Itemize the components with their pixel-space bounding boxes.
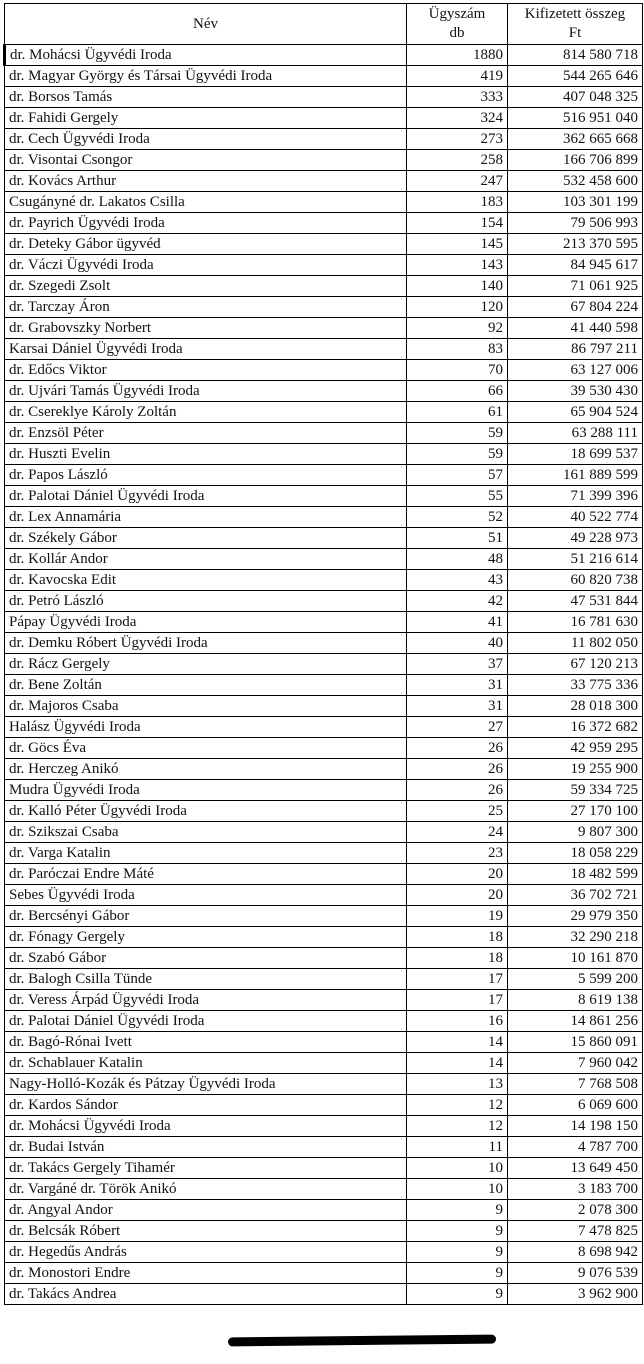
- row-case-count: 43: [407, 570, 508, 591]
- table-row: [5, 276, 643, 297]
- table-row: [5, 507, 643, 528]
- row-case-count: 14: [407, 1032, 508, 1053]
- row-amount: 33 775 336: [508, 675, 643, 696]
- row-amount: 39 530 430: [508, 381, 643, 402]
- row-amount: 41 440 598: [508, 318, 643, 339]
- table-row: [5, 1032, 643, 1053]
- row-name: dr. Demku Róbert Ügyvédi Iroda: [5, 633, 407, 654]
- row-case-count: 17: [407, 969, 508, 990]
- row-name: dr. Angyal Andor: [5, 1200, 407, 1221]
- row-name: dr. Deteky Gábor ügyvéd: [5, 234, 407, 255]
- row-name: dr. Takács Andrea: [5, 1284, 407, 1305]
- row-case-count: 145: [407, 234, 508, 255]
- row-case-count: 419: [407, 66, 508, 87]
- row-amount: 7 960 042: [508, 1053, 643, 1074]
- row-amount: 2 078 300: [508, 1200, 643, 1221]
- row-name: dr. Szegedi Zsolt: [5, 276, 407, 297]
- row-name: Halász Ügyvédi Iroda: [5, 717, 407, 738]
- table-row: [5, 150, 643, 171]
- row-case-count: 12: [407, 1095, 508, 1116]
- row-name: Pápay Ügyvédi Iroda: [5, 612, 407, 633]
- table-row: [5, 801, 643, 822]
- row-name: dr. Kavocska Edit: [5, 570, 407, 591]
- table-row: [5, 297, 643, 318]
- row-name: dr. Kardos Sándor: [5, 1095, 407, 1116]
- row-case-count: 25: [407, 801, 508, 822]
- row-name: dr. Bercsényi Gábor: [5, 906, 407, 927]
- row-amount: 63 288 111: [508, 423, 643, 444]
- row-name: dr. Veress Árpád Ügyvédi Iroda: [5, 990, 407, 1011]
- row-amount: 79 506 993: [508, 213, 643, 234]
- row-amount: 18 699 537: [508, 444, 643, 465]
- row-name: dr. Kovács Arthur: [5, 171, 407, 192]
- table-row: [5, 423, 643, 444]
- row-case-count: 1880: [407, 45, 508, 66]
- row-name: Sebes Ügyvédi Iroda: [5, 885, 407, 906]
- row-case-count: 13: [407, 1074, 508, 1095]
- row-case-count: 16: [407, 1011, 508, 1032]
- row-name: Nagy-Holló-Kozák és Pátzay Ügyvédi Iroda: [5, 1074, 407, 1095]
- row-name: dr. Lex Annamária: [5, 507, 407, 528]
- table-row: [5, 1263, 643, 1284]
- row-case-count: 57: [407, 465, 508, 486]
- header-amount-line1: Kifizetett összeg: [524, 6, 626, 22]
- row-case-count: 26: [407, 780, 508, 801]
- row-case-count: 140: [407, 276, 508, 297]
- table-row: [5, 1179, 643, 1200]
- table-row: [5, 1053, 643, 1074]
- table-row: [5, 1200, 643, 1221]
- table-row: [5, 45, 643, 66]
- row-amount: 40 522 774: [508, 507, 643, 528]
- row-name: dr. Borsos Tamás: [5, 87, 407, 108]
- row-amount: 67 804 224: [508, 297, 643, 318]
- row-name: dr. Takács Gergely Tihamér: [5, 1158, 407, 1179]
- row-case-count: 27: [407, 717, 508, 738]
- row-name: dr. Vargáné dr. Török Anikó: [5, 1179, 407, 1200]
- table-header: [5, 4, 643, 45]
- header-amount-line2: Ft: [568, 25, 582, 41]
- table-row: [5, 465, 643, 486]
- row-case-count: 24: [407, 822, 508, 843]
- row-amount: 18 058 229: [508, 843, 643, 864]
- row-name: dr. Göcs Éva: [5, 738, 407, 759]
- row-name: dr. Enzsöl Péter: [5, 423, 407, 444]
- row-name: dr. Székely Gábor: [5, 528, 407, 549]
- row-name: dr. Budai István: [5, 1137, 407, 1158]
- row-name: dr. Kollár Andor: [5, 549, 407, 570]
- row-amount: 7 768 508: [508, 1074, 643, 1095]
- row-case-count: 9: [407, 1284, 508, 1305]
- row-name: dr. Mohácsi Ügyvédi Iroda: [5, 45, 407, 66]
- row-amount: 407 048 325: [508, 87, 643, 108]
- row-amount: 29 979 350: [508, 906, 643, 927]
- row-case-count: 26: [407, 759, 508, 780]
- row-name: Karsai Dániel Ügyvédi Iroda: [5, 339, 407, 360]
- row-case-count: 154: [407, 213, 508, 234]
- table-row: [5, 213, 643, 234]
- row-amount: 9 076 539: [508, 1263, 643, 1284]
- table-row: [5, 717, 643, 738]
- table-row: [5, 843, 643, 864]
- table-row: [5, 969, 643, 990]
- table-row: [5, 1158, 643, 1179]
- row-amount: 84 945 617: [508, 255, 643, 276]
- row-amount: 16 372 682: [508, 717, 643, 738]
- row-case-count: 324: [407, 108, 508, 129]
- row-amount: 516 951 040: [508, 108, 643, 129]
- row-case-count: 247: [407, 171, 508, 192]
- row-amount: 28 018 300: [508, 696, 643, 717]
- row-case-count: 31: [407, 696, 508, 717]
- table-row: [5, 1074, 643, 1095]
- table-row: [5, 822, 643, 843]
- table-row: [5, 255, 643, 276]
- table-body: [5, 45, 643, 1305]
- row-name: dr. Fahidi Gergely: [5, 108, 407, 129]
- table-row: [5, 87, 643, 108]
- row-case-count: 273: [407, 129, 508, 150]
- table-row: [5, 654, 643, 675]
- row-name: dr. Palotai Dániel Ügyvédi Iroda: [5, 486, 407, 507]
- row-amount: 71 399 396: [508, 486, 643, 507]
- row-amount: 7 478 825: [508, 1221, 643, 1242]
- row-amount: 51 216 614: [508, 549, 643, 570]
- row-name: dr. Varga Katalin: [5, 843, 407, 864]
- row-case-count: 59: [407, 423, 508, 444]
- row-name: dr. Palotai Dániel Ügyvédi Iroda: [5, 1011, 407, 1032]
- row-amount: 86 797 211: [508, 339, 643, 360]
- table-row: [5, 549, 643, 570]
- row-amount: 4 787 700: [508, 1137, 643, 1158]
- row-case-count: 26: [407, 738, 508, 759]
- table-row: [5, 318, 643, 339]
- row-name: dr. Paróczai Endre Máté: [5, 864, 407, 885]
- row-amount: 9 807 300: [508, 822, 643, 843]
- row-name: dr. Payrich Ügyvédi Iroda: [5, 213, 407, 234]
- row-name: dr. Ujvári Tamás Ügyvédi Iroda: [5, 381, 407, 402]
- table-row: [5, 66, 643, 87]
- row-name: dr. Cech Ügyvédi Iroda: [5, 129, 407, 150]
- table-row: [5, 885, 643, 906]
- row-amount: 71 061 925: [508, 276, 643, 297]
- table-row: [5, 1137, 643, 1158]
- row-name: dr. Grabovszky Norbert: [5, 318, 407, 339]
- table-row: [5, 444, 643, 465]
- row-amount: 3 183 700: [508, 1179, 643, 1200]
- row-case-count: 48: [407, 549, 508, 570]
- row-case-count: 183: [407, 192, 508, 213]
- row-amount: 103 301 199: [508, 192, 643, 213]
- row-name: Mudra Ügyvédi Iroda: [5, 780, 407, 801]
- header-name: Név: [5, 4, 407, 45]
- row-amount: 16 781 630: [508, 612, 643, 633]
- row-name: dr. Mohácsi Ügyvédi Iroda: [5, 1116, 407, 1137]
- row-case-count: 11: [407, 1137, 508, 1158]
- row-case-count: 31: [407, 675, 508, 696]
- row-amount: 11 802 050: [508, 633, 643, 654]
- table-row: [5, 738, 643, 759]
- table-row: [5, 234, 643, 255]
- row-name: dr. Tarczay Áron: [5, 297, 407, 318]
- row-case-count: 20: [407, 885, 508, 906]
- row-amount: 59 334 725: [508, 780, 643, 801]
- header-case-count-line1: Ügyszám: [428, 6, 486, 22]
- row-amount: 36 702 721: [508, 885, 643, 906]
- table-row: [5, 696, 643, 717]
- row-case-count: 55: [407, 486, 508, 507]
- table-row: [5, 108, 643, 129]
- row-case-count: 42: [407, 591, 508, 612]
- row-case-count: 9: [407, 1221, 508, 1242]
- table-row: [5, 948, 643, 969]
- row-case-count: 41: [407, 612, 508, 633]
- row-name: dr. Monostori Endre: [5, 1263, 407, 1284]
- row-case-count: 52: [407, 507, 508, 528]
- row-case-count: 18: [407, 927, 508, 948]
- row-case-count: 333: [407, 87, 508, 108]
- row-amount: 67 120 213: [508, 654, 643, 675]
- row-amount: 10 161 870: [508, 948, 643, 969]
- row-case-count: 12: [407, 1116, 508, 1137]
- table-row: [5, 1242, 643, 1263]
- row-amount: 5 599 200: [508, 969, 643, 990]
- header-case-count-line2: db: [449, 25, 465, 41]
- payments-table: [3, 3, 643, 1305]
- row-name: dr. Fónagy Gergely: [5, 927, 407, 948]
- table-row: [5, 339, 643, 360]
- row-case-count: 59: [407, 444, 508, 465]
- row-name: dr. Bagó-Rónai Ivett: [5, 1032, 407, 1053]
- table-row: [5, 1284, 643, 1305]
- row-name: dr. Váczi Ügyvédi Iroda: [5, 255, 407, 276]
- row-case-count: 83: [407, 339, 508, 360]
- row-case-count: 19: [407, 906, 508, 927]
- row-amount: 8 698 942: [508, 1242, 643, 1263]
- table-row: [5, 570, 643, 591]
- row-amount: 14 198 150: [508, 1116, 643, 1137]
- row-name: dr. Belcsák Róbert: [5, 1221, 407, 1242]
- row-case-count: 70: [407, 360, 508, 381]
- row-case-count: 9: [407, 1200, 508, 1221]
- row-case-count: 143: [407, 255, 508, 276]
- row-case-count: 9: [407, 1242, 508, 1263]
- row-case-count: 14: [407, 1053, 508, 1074]
- table-row: [5, 381, 643, 402]
- row-name: dr. Herczeg Anikó: [5, 759, 407, 780]
- row-amount: 161 889 599: [508, 465, 643, 486]
- row-case-count: 17: [407, 990, 508, 1011]
- row-amount: 47 531 844: [508, 591, 643, 612]
- row-amount: 27 170 100: [508, 801, 643, 822]
- row-amount: 3 962 900: [508, 1284, 643, 1305]
- row-amount: 19 255 900: [508, 759, 643, 780]
- row-name: Csugányné dr. Lakatos Csilla: [5, 192, 407, 213]
- row-amount: 544 265 646: [508, 66, 643, 87]
- row-name: dr. Visontai Csongor: [5, 150, 407, 171]
- table-row: [5, 528, 643, 549]
- row-amount: 8 619 138: [508, 990, 643, 1011]
- row-amount: 18 482 599: [508, 864, 643, 885]
- table-row: [5, 864, 643, 885]
- table-row: [5, 1095, 643, 1116]
- table-row: [5, 591, 643, 612]
- row-amount: 213 370 595: [508, 234, 643, 255]
- row-amount: 60 820 738: [508, 570, 643, 591]
- table-row: [5, 633, 643, 654]
- row-case-count: 258: [407, 150, 508, 171]
- row-case-count: 18: [407, 948, 508, 969]
- table-row: [5, 927, 643, 948]
- row-case-count: 10: [407, 1158, 508, 1179]
- row-case-count: 120: [407, 297, 508, 318]
- row-name: dr. Majoros Csaba: [5, 696, 407, 717]
- row-case-count: 10: [407, 1179, 508, 1200]
- row-name: dr. Szabó Gábor: [5, 948, 407, 969]
- table-row: [5, 780, 643, 801]
- table-row: [5, 990, 643, 1011]
- row-case-count: 92: [407, 318, 508, 339]
- table-row: [5, 360, 643, 381]
- row-name: dr. Kalló Péter Ügyvédi Iroda: [5, 801, 407, 822]
- table-row: [5, 129, 643, 150]
- table-row: [5, 675, 643, 696]
- row-amount: 63 127 006: [508, 360, 643, 381]
- header-row: [5, 4, 643, 45]
- row-amount: 49 228 973: [508, 528, 643, 549]
- table-row: [5, 1116, 643, 1137]
- row-name: dr. Csereklye Károly Zoltán: [5, 402, 407, 423]
- row-amount: 32 290 218: [508, 927, 643, 948]
- row-name: dr. Petró László: [5, 591, 407, 612]
- row-amount: 814 580 718: [508, 45, 643, 66]
- table-row: [5, 1011, 643, 1032]
- table-row: [5, 906, 643, 927]
- row-name: dr. Magyar György és Társai Ügyvédi Iroda: [5, 66, 407, 87]
- row-amount: 166 706 899: [508, 150, 643, 171]
- row-case-count: 23: [407, 843, 508, 864]
- table-row: [5, 192, 643, 213]
- table-row: [5, 486, 643, 507]
- table-row: [5, 612, 643, 633]
- row-amount: 13 649 450: [508, 1158, 643, 1179]
- row-name: dr. Huszti Evelin: [5, 444, 407, 465]
- redaction-scribble: [228, 1335, 496, 1347]
- row-amount: 14 861 256: [508, 1011, 643, 1032]
- table-row: [5, 171, 643, 192]
- row-name: dr. Schablauer Katalin: [5, 1053, 407, 1074]
- header-case-count: [407, 4, 508, 45]
- row-case-count: 51: [407, 528, 508, 549]
- row-case-count: 37: [407, 654, 508, 675]
- row-name: dr. Hegedűs András: [5, 1242, 407, 1263]
- row-amount: 362 665 668: [508, 129, 643, 150]
- row-amount: 15 860 091: [508, 1032, 643, 1053]
- row-amount: 6 069 600: [508, 1095, 643, 1116]
- row-name: dr. Papos László: [5, 465, 407, 486]
- row-amount: 65 904 524: [508, 402, 643, 423]
- row-name: dr. Szikszai Csaba: [5, 822, 407, 843]
- table-row: [5, 402, 643, 423]
- row-case-count: 66: [407, 381, 508, 402]
- row-case-count: 20: [407, 864, 508, 885]
- row-name: dr. Edőcs Viktor: [5, 360, 407, 381]
- table-row: [5, 1221, 643, 1242]
- row-name: dr. Rácz Gergely: [5, 654, 407, 675]
- row-name: dr. Bene Zoltán: [5, 675, 407, 696]
- row-case-count: 9: [407, 1263, 508, 1284]
- header-amount: [508, 4, 643, 45]
- row-case-count: 61: [407, 402, 508, 423]
- table-row: [5, 759, 643, 780]
- row-amount: 532 458 600: [508, 171, 643, 192]
- row-name: dr. Balogh Csilla Tünde: [5, 969, 407, 990]
- row-amount: 42 959 295: [508, 738, 643, 759]
- row-case-count: 40: [407, 633, 508, 654]
